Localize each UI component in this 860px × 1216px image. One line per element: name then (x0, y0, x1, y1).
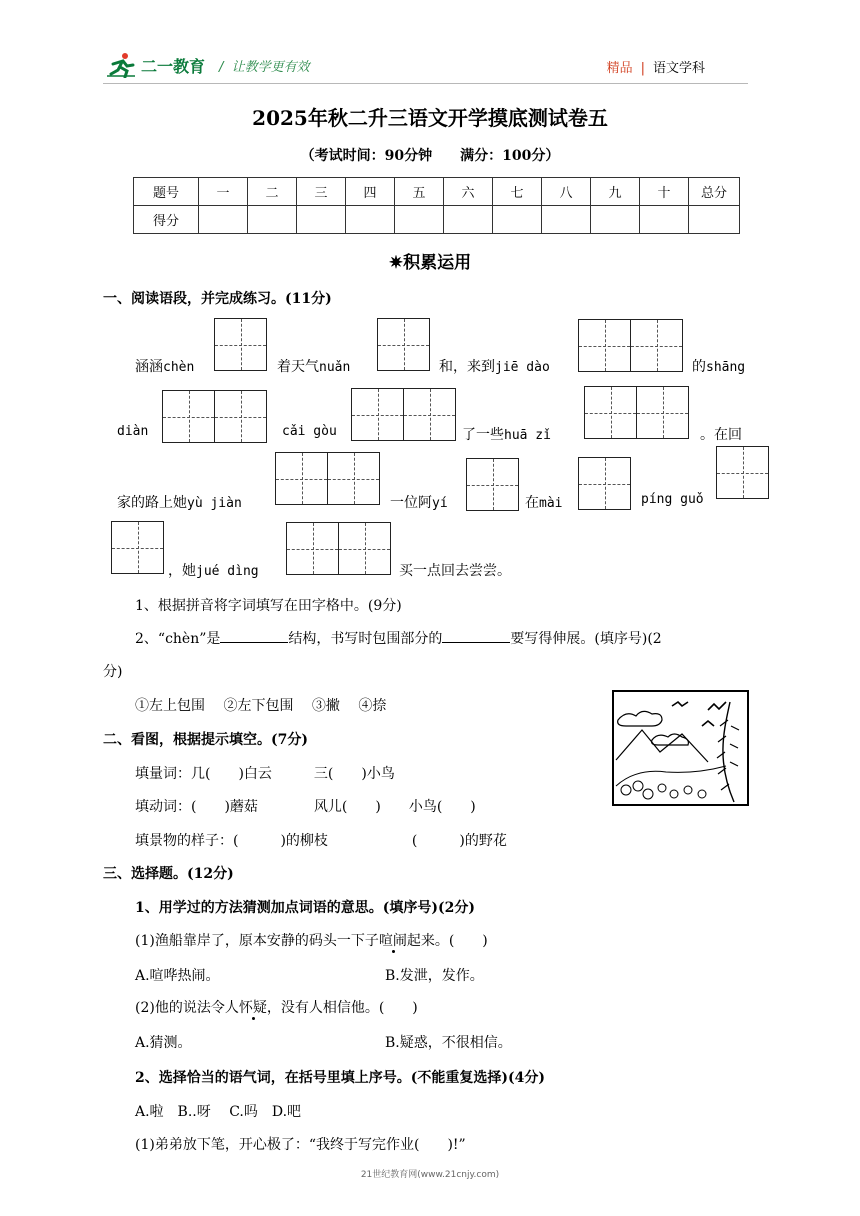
score-cell: 三 (297, 178, 346, 206)
tianzige-grid[interactable] (377, 318, 430, 371)
score-table-score-row (134, 206, 740, 234)
score-cell: 四 (346, 178, 395, 206)
score-cell: 一 (199, 178, 248, 206)
score-cell: 十 (640, 178, 689, 206)
tianzige-grid[interactable] (466, 458, 519, 511)
score-entry-cell[interactable] (640, 206, 689, 234)
q1-pinyin: píng guǒ (641, 492, 704, 507)
q1-text: 家的路上她yù jiàn (117, 495, 242, 511)
tianzige-grid[interactable] (578, 319, 683, 372)
header-rule (103, 83, 748, 84)
answer-blank[interactable] (220, 628, 288, 643)
subject-tag: 语文学科 (652, 61, 705, 76)
tag-separator: | (640, 61, 645, 76)
q2-line: 填量词：几( )白云 三( )小鸟 (135, 766, 395, 782)
q2-line: 填景物的样子：( )的柳枝 ( )的野花 (135, 833, 507, 849)
q3-item: (2)他的说法令人怀疑，没有人相信他。( ) (135, 1000, 418, 1016)
q3-sub2-options: A.啦 B..呀 C.吗 D.吧 (135, 1104, 302, 1120)
q3-sub1: 1、用学过的方法猜测加点词语的意思。(填序号)(2分) (135, 900, 475, 916)
score-entry-cell[interactable] (444, 206, 493, 234)
q1-sub2: 2、“chèn”是 结构，书写时包围部分的 要写得伸展。(填序号)(2 (135, 628, 662, 648)
tianzige-grid[interactable] (162, 390, 267, 443)
q3-option: B.疑惑，不很相信。 (385, 1035, 512, 1051)
exam-info: （考试时间：90分钟 满分：100分） (300, 148, 560, 164)
q1-pinyin: diàn (117, 424, 149, 439)
score-entry-cell[interactable] (689, 206, 740, 234)
score-cell: 题号 (134, 178, 199, 206)
q3-item: (1)渔船靠岸了，原本安静的码头一下子喧闹起来。( ) (135, 933, 488, 949)
q1-text: 买一点回去尝尝。 (399, 563, 511, 579)
tianzige-grid[interactable] (716, 446, 769, 499)
page-title: 2025年秋二升三语文开学摸底测试卷五 (252, 106, 608, 130)
slogan: / 让教学更有效 (219, 59, 310, 75)
q1-text: 一位阿yí (390, 495, 448, 511)
q1-sub2-cont: 分) (103, 664, 123, 680)
score-entry-cell[interactable] (297, 206, 346, 234)
score-cell: 九 (591, 178, 640, 206)
q1-text: 的shāng (692, 359, 746, 375)
score-entry-cell[interactable] (248, 206, 297, 234)
tianzige-grid[interactable] (275, 452, 380, 505)
q1-title: 一、阅读语段，并完成练习。(11分) (103, 291, 332, 307)
tianzige-grid[interactable] (214, 318, 267, 371)
q3-option: A.猜测。 (135, 1035, 192, 1051)
q1-sub1: 1、根据拼音将字词填写在田字格中。(9分) (135, 598, 402, 614)
quality-tag: 精品 (606, 61, 633, 76)
q3-option: A.喧哗热闹。 (135, 968, 220, 984)
q1-text: 了一些huā zǐ (462, 427, 551, 443)
q2-title: 二、看图，根据提示填空。(7分) (103, 732, 308, 748)
score-entry-cell[interactable] (542, 206, 591, 234)
q3-title: 三、选择题。(12分) (103, 866, 234, 882)
score-cell: 七 (493, 178, 542, 206)
q1-pinyin: cǎi gòu (282, 424, 337, 439)
q3-item: (1)弟弟放下笔，开心极了：“我终于写完作业( )!” (135, 1137, 466, 1153)
q1-options: ①左上包围 ②左下包围 ③撇 ④捺 (135, 698, 387, 714)
score-cell: 五 (395, 178, 444, 206)
q1-text: 着天气nuǎn (277, 359, 351, 375)
score-entry-cell[interactable] (346, 206, 395, 234)
score-cell: 二 (248, 178, 297, 206)
logo-text: 二一教育 (141, 56, 206, 76)
q3-sub2: 2、选择恰当的语气词，在括号里填上序号。(不能重复选择)(4分) (135, 1070, 545, 1086)
score-entry-cell[interactable] (395, 206, 444, 234)
score-row-label: 得分 (134, 206, 199, 234)
score-cell: 八 (542, 178, 591, 206)
tianzige-grid[interactable] (351, 388, 456, 441)
runner-logo-icon (105, 52, 137, 78)
tianzige-grid[interactable] (286, 522, 391, 575)
tianzige-grid[interactable] (584, 386, 689, 439)
score-table (133, 177, 740, 234)
score-entry-cell[interactable] (493, 206, 542, 234)
q2-line: 填动词：( )蘑菇 风儿( ) 小鸟( ) (135, 799, 476, 815)
header-tags (607, 57, 705, 76)
q1-text: 。在回 (700, 427, 742, 443)
q1-text: ，她jué dìng (168, 563, 259, 579)
tianzige-grid[interactable] (578, 457, 631, 510)
footer: 21世纪教育网(www.21cnjy.com) (360, 1170, 500, 1180)
q1-text: 在mài (525, 495, 563, 511)
score-entry-cell[interactable] (591, 206, 640, 234)
q1-text: 涵涵chèn (135, 359, 195, 375)
brand (105, 52, 310, 78)
q1-text: 和，来到jiē dào (439, 359, 550, 375)
score-table-header-row (134, 178, 740, 206)
answer-blank[interactable] (442, 628, 510, 643)
score-entry-cell[interactable] (199, 206, 248, 234)
score-cell: 六 (444, 178, 493, 206)
q3-option: B.发泄，发作。 (385, 968, 484, 984)
landscape-picture (612, 690, 749, 806)
section-title: ✷积累运用 (388, 253, 472, 273)
score-cell: 总分 (689, 178, 740, 206)
tianzige-grid[interactable] (111, 521, 164, 574)
